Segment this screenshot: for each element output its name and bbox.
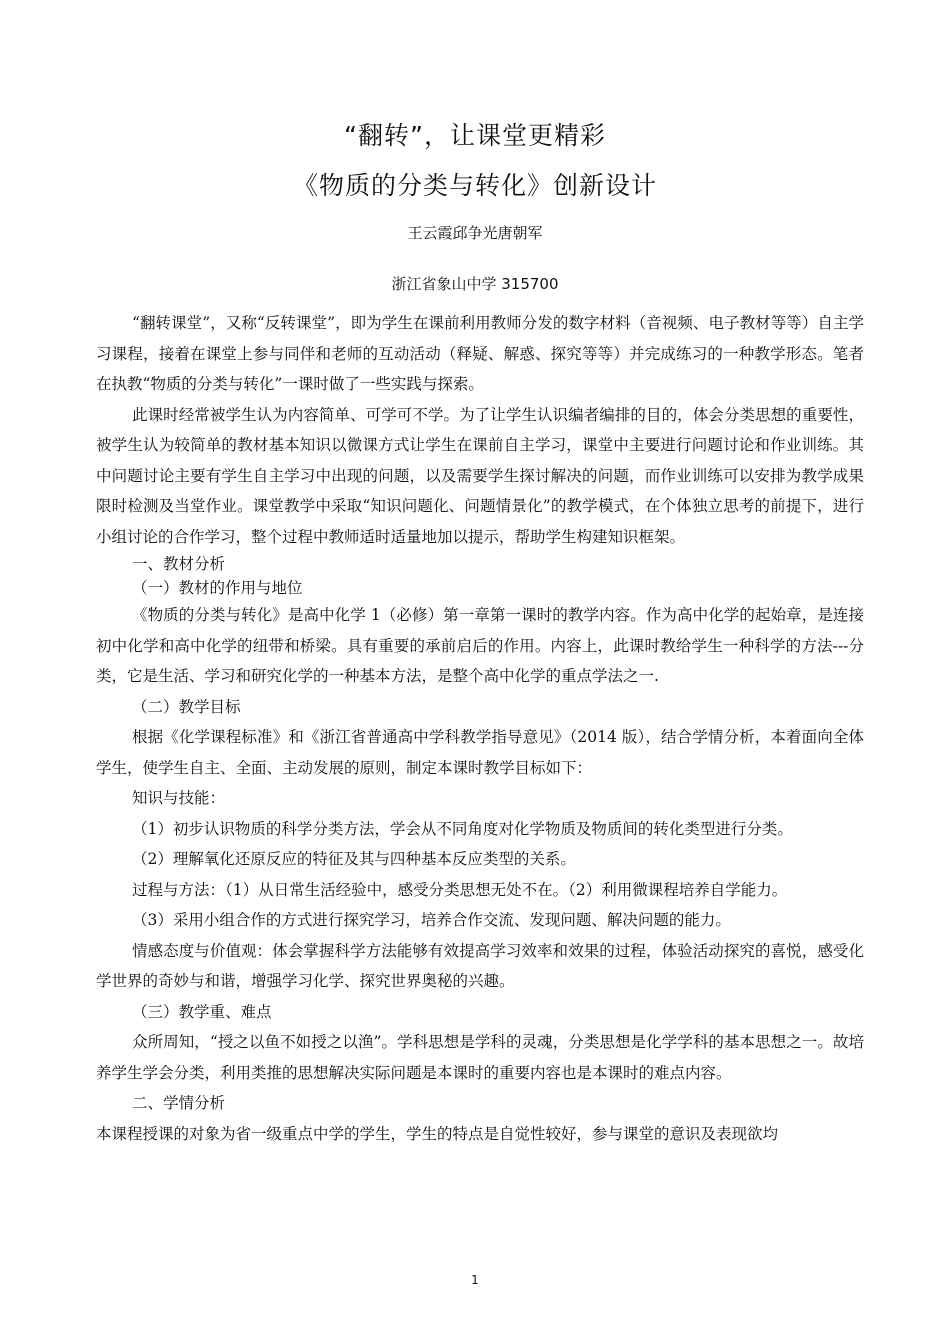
- paragraph-goal-2: （2）理解氧化还原反应的特征及其与四种基本反应类型的关系。: [132, 850, 576, 868]
- paragraph-student-analysis: 本课程授课的对象为省一级重点中学的学生，学生的特点是自觉性较好，参与课堂的意识及表现欲均: [96, 1124, 779, 1143]
- subheading-key-points: （三）教学重、难点: [132, 1002, 272, 1021]
- paragraph-intro: “翻转课堂”，又称“反转课堂”，即为学生在课前利用教师分发的数字材料（音视频、电子教材等等）自主学习课程，接着在课堂上参与同伴和老师的互动活动（释疑、解惑、探究等等）并完成练习的一种教学形态。笔者在执教“物质的分类与转化”一课时做了一些实践与探索。: [96, 314, 864, 393]
- document-body: [96, 308, 864, 1149]
- section-heading-textbook-analysis: 一、教材分析: [132, 555, 226, 573]
- paragraph-process-methods: 过程与方法：（1）从日常生活经验中，感受分类思想无处不在。（2）利用微课程培养自学能力。: [132, 880, 788, 899]
- paragraph-key-points: 众所周知，“授之以鱼不如授之以渔”。学科思想是学科的灵魂，分类思想是化学学科的基本思想之一。故培养学生学会分类，利用类推的思想解决实际问题是本课时的重要内容也是本课时的难点内容。: [96, 1033, 864, 1082]
- paragraph-goal-3: （3）采用小组合作的方式进行探究学习，培养合作交流、发现问题、解决问题的能力。: [132, 911, 731, 929]
- paragraph-goal-1: （1）初步认识物质的科学分类方法，学会从不同角度对化学物质及物质间的转化类型进行分类。: [132, 819, 793, 838]
- school-affiliation: 浙江省象山中学 315700: [391, 275, 559, 293]
- paragraph-knowledge-skills: 知识与技能：: [132, 789, 226, 807]
- paragraph-role-and-status: 《物质的分类与转化》是高中化学 1（必修）第一章第一课时的教学内容。作为高中化学的起始章，是连接初中化学和高中化学的纽带和桥梁。具有重要的承前启后的作用。内容上，此课时教给学生一种科学的方法---分类，它是生活、学习和研究化学的一种基本方法，是整个高中化学的重点学法之一.: [96, 606, 864, 685]
- paragraph-attitude-values: 情感态度与价值观：体会掌握科学方法能够有效提高学习效率和效果的过程，体验活动探究的喜悦，感受化学世界的奇妙与和谐，增强学习化学、探究世界奥秘的兴趣。: [96, 941, 864, 990]
- subheading-role-and-status: （一）教材的作用与地位: [132, 579, 303, 597]
- authors: 王云霞邱争光唐朝军: [407, 224, 543, 242]
- paragraph-rationale: 此课时经常被学生认为内容简单、可学可不学。为了让学生认识编者编排的目的，体会分类思想的重要性，被学生认为较简单的教材基本知识以微课方式让学生在课前自主学习，课堂中主要进行问题讨论和作业训练。其中问题讨论主要有学生自主学习中出现的问题，以及需要学生探讨解决的问题，而作业训练可以安排为教学成果限时检测及当堂作业。课堂教学中采取“知识问题化、问题情景化”的教学模式，在个体独立思考的前提下，进行小组讨论的合作学习，整个过程中教师适时适量地加以提示，帮助学生构建知识框架。: [96, 405, 864, 546]
- page-number: 1: [471, 1273, 479, 1287]
- subheading-teaching-goals: （二）教学目标: [132, 697, 241, 716]
- title-line-2: 《物质的分类与转化》创新设计: [292, 171, 657, 200]
- title-line-1: “翻转”，让课堂更精彩: [344, 121, 606, 150]
- section-heading-student-analysis: 二、学情分析: [132, 1094, 226, 1112]
- paragraph-goals-intro: 根据《化学课程标准》和《浙江省普通高中学科教学指导意见》（2014 版），结合学情分析，本着面向全体学生，使学生自主、全面、主动发展的原则，制定本课时教学目标如下：: [96, 728, 864, 777]
